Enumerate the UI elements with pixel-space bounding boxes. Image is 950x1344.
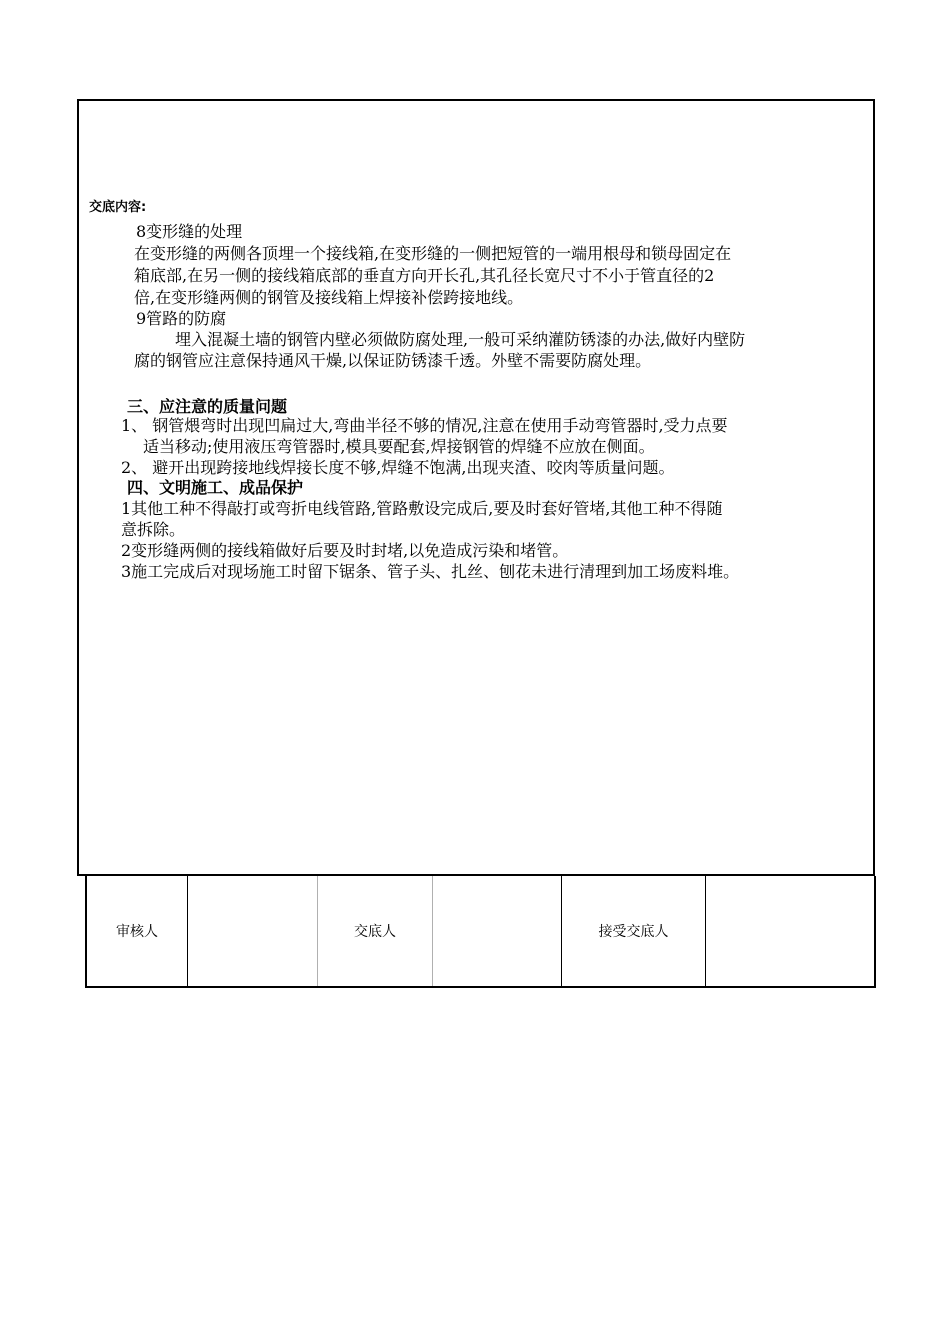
receiver-label: 接受交底人 [562, 876, 706, 986]
section-8-line-2: 箱底部,在另一侧的接线箱底部的垂直方向开长孔,其孔径长宽尺寸不小于管直径的2 [134, 266, 715, 285]
protection-item-2: 2变形缝两侧的接线箱做好后要及时封堵,以免造成污染和堵管。 [121, 541, 569, 560]
protection-item-1-line-2: 意拆除。 [121, 520, 186, 539]
discloser-signature-field[interactable] [433, 876, 562, 986]
reviewer-signature-field[interactable] [188, 876, 318, 986]
section-8-line-3: 倍,在变形缝两侧的钢管及接线箱上焊接补偿跨接地线。 [134, 288, 524, 307]
section-8-title: 8变形缝的处理 [136, 222, 243, 241]
quality-item-1-line-1: 1、 钢管煨弯时出现凹扁过大,弯曲半径不够的情况,注意在使用手动弯管器时,受力点要 [121, 416, 728, 435]
reviewer-label: 审核人 [87, 876, 188, 986]
quality-item-1-line-2: 适当移动;使用液压弯管器时,模具要配套,焊接钢管的焊缝不应放在侧面。 [143, 437, 655, 456]
signature-table [85, 876, 876, 988]
content-label: 交底内容: [89, 200, 147, 215]
quality-item-2: 2、 避开出现跨接地线焊接长度不够,焊缝不饱满,出现夹渣、咬肉等质量问题。 [121, 458, 675, 477]
section-9-line-1: 埋入混凝土墙的钢管内壁必须做防腐处理,一般可采纳灌防锈漆的办法,做好内壁防 [175, 330, 746, 349]
disclosure-content-box [77, 99, 875, 876]
section-9-line-2: 腐的钢管应注意保持通风干燥,以保证防锈漆千透。外壁不需要防腐处理。 [134, 351, 652, 370]
protection-item-1-line-1: 1其他工种不得敲打或弯折电线管路,管路敷设完成后,要及时套好管堵,其他工种不得随 [121, 499, 723, 518]
receiver-signature-field[interactable] [706, 876, 874, 986]
section-8-line-1: 在变形缝的两侧各顶埋一个接线箱,在变形缝的一侧把短管的一端用根母和锁母固定在 [134, 244, 732, 263]
protection-item-3: 3施工完成后对现场施工时留下锯条、管子头、扎丝、刨花未进行清理到加工场废料堆。 [121, 562, 740, 581]
section-9-title: 9管路的防腐 [136, 309, 227, 328]
quality-heading: 三、应注意的质量问题 [127, 397, 288, 416]
protection-heading: 四、文明施工、成品保护 [127, 478, 304, 497]
discloser-label: 交底人 [318, 876, 433, 986]
